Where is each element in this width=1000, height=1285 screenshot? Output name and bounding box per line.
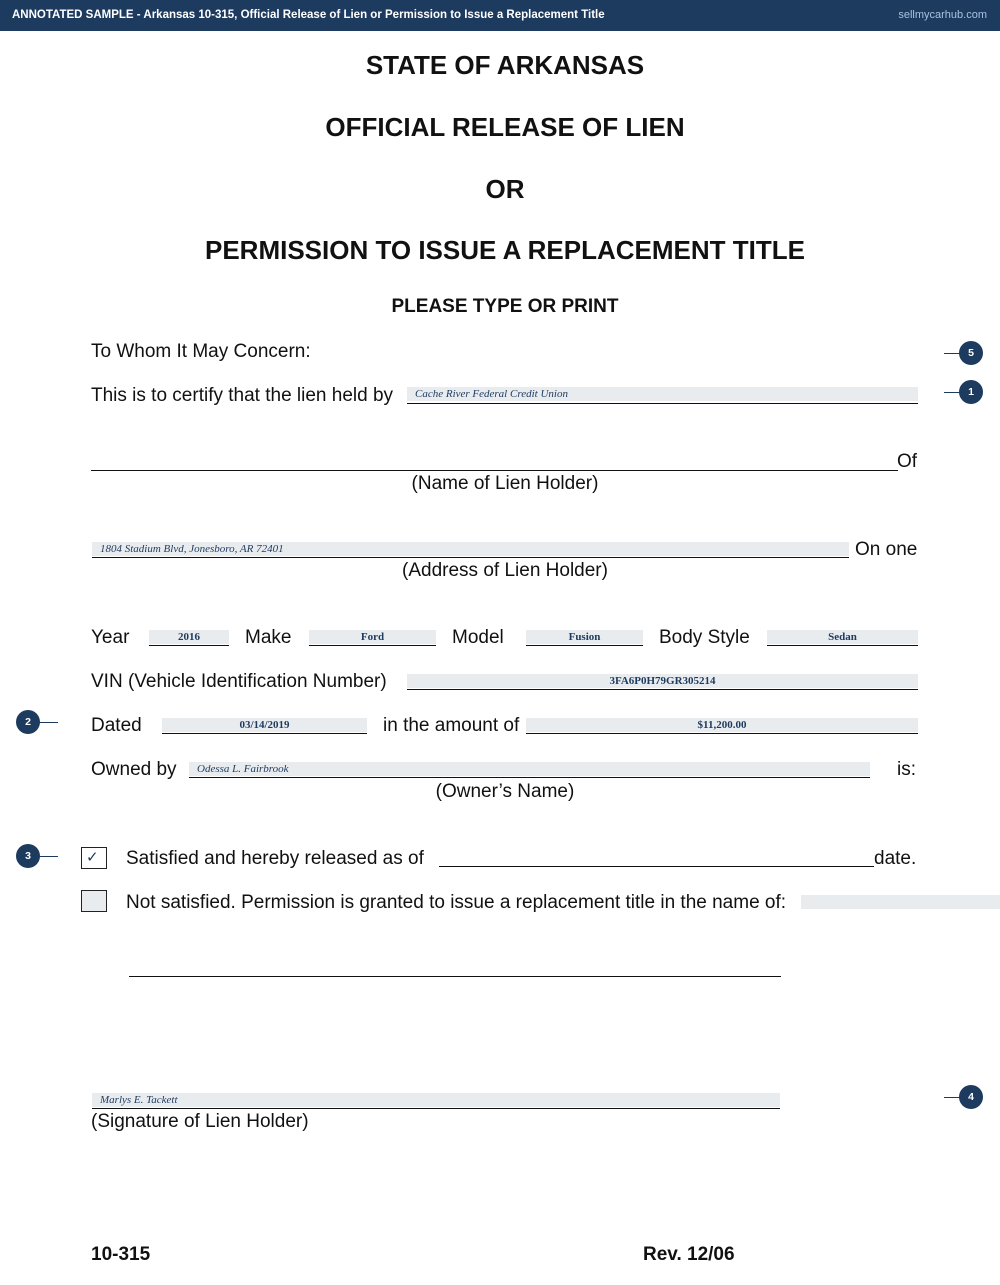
- replacement-name-field[interactable]: [801, 895, 1000, 909]
- make-line: [309, 645, 436, 646]
- year-field[interactable]: 2016: [178, 631, 200, 643]
- owner-field-bg: [189, 762, 870, 776]
- vin-line: [407, 689, 918, 690]
- revision-date: Rev. 12/06: [643, 1244, 735, 1265]
- owner-line: [189, 777, 870, 778]
- address-caption: (Address of Lien Holder): [402, 560, 608, 581]
- satisfied-label: Satisfied and hereby released as of: [126, 848, 424, 869]
- callout-2-leader: [36, 722, 58, 723]
- owner-caption: (Owner’s Name): [435, 781, 575, 802]
- callout-4-badge: 4: [959, 1085, 983, 1109]
- amount-line: [526, 733, 918, 734]
- dated-label: Dated: [91, 715, 142, 736]
- satisfied-checkbox[interactable]: [81, 847, 107, 869]
- model-line: [526, 645, 643, 646]
- not-satisfied-checkbox[interactable]: [81, 890, 107, 912]
- name-line: [91, 470, 898, 471]
- signature-field[interactable]: Marlys E. Tackett: [100, 1094, 178, 1106]
- release-date-line[interactable]: [439, 866, 874, 867]
- owned-by-label: Owned by: [91, 759, 177, 780]
- state-heading: STATE OF ARKANSAS: [365, 50, 645, 80]
- model-label: Model: [452, 627, 504, 648]
- lien-holder-line: [407, 403, 918, 404]
- banner-site-link[interactable]: sellmycarhub.com: [898, 9, 987, 21]
- body-style-label: Body Style: [659, 627, 750, 648]
- form-number: 10-315: [91, 1244, 151, 1265]
- form-title: OFFICIAL RELEASE OF LIEN: [325, 112, 685, 142]
- signature-field-bg: [92, 1093, 780, 1107]
- owner-field[interactable]: Odessa L. Fairbrook: [197, 763, 289, 775]
- address-line: [92, 557, 849, 558]
- callout-5-badge: 5: [959, 341, 983, 365]
- checkmark-icon: ✓: [86, 849, 99, 866]
- vin-label: VIN (Vehicle Identification Number): [91, 671, 387, 692]
- body-style-field[interactable]: Sedan: [828, 631, 857, 643]
- dated-line: [162, 733, 367, 734]
- make-field[interactable]: Ford: [360, 631, 385, 643]
- body-style-line: [767, 645, 918, 646]
- year-line: [149, 645, 229, 646]
- or-heading: OR: [485, 174, 525, 204]
- replacement-name-line[interactable]: [129, 976, 781, 977]
- callout-2-badge: 2: [16, 710, 40, 734]
- annotation-banner: [0, 0, 1000, 31]
- certify-label: This is to certify that the lien held by: [91, 385, 394, 406]
- model-field[interactable]: Fusion: [568, 631, 601, 643]
- on-one-label: On one: [855, 539, 918, 560]
- not-satisfied-label: Not satisfied. Permission is granted to issue a replacement title in the name of:: [126, 892, 787, 913]
- vin-field[interactable]: 3FA6P0H79GR305214: [609, 675, 716, 687]
- date-label: date.: [874, 848, 917, 869]
- callout-3-leader: [36, 856, 58, 857]
- address-field[interactable]: 1804 Stadium Blvd, Jonesboro, AR 72401: [100, 543, 284, 555]
- is-label: is:: [897, 759, 916, 780]
- amount-label: in the amount of: [383, 715, 520, 736]
- type-instruction: PLEASE TYPE OR PRINT: [391, 296, 619, 317]
- callout-1-badge: 1: [959, 380, 983, 404]
- greeting-text: To Whom It May Concern:: [91, 341, 311, 362]
- amount-field[interactable]: $11,200.00: [697, 719, 747, 731]
- lien-holder-field[interactable]: Cache River Federal Credit Union: [415, 388, 568, 400]
- dated-field[interactable]: 03/14/2019: [239, 719, 290, 731]
- signature-line: [92, 1108, 780, 1109]
- banner-title: ANNOTATED SAMPLE - Arkansas 10-315, Official Release of Lien or Permission to Issue a Replacement Title: [12, 9, 605, 21]
- callout-3-badge: 3: [16, 844, 40, 868]
- make-label: Make: [245, 627, 292, 648]
- year-label: Year: [91, 627, 130, 648]
- name-caption: (Name of Lien Holder): [411, 473, 599, 494]
- form-subtitle: PERMISSION TO ISSUE A REPLACEMENT TITLE: [205, 235, 805, 265]
- of-label: Of: [897, 451, 918, 472]
- signature-caption: (Signature of Lien Holder): [91, 1111, 309, 1132]
